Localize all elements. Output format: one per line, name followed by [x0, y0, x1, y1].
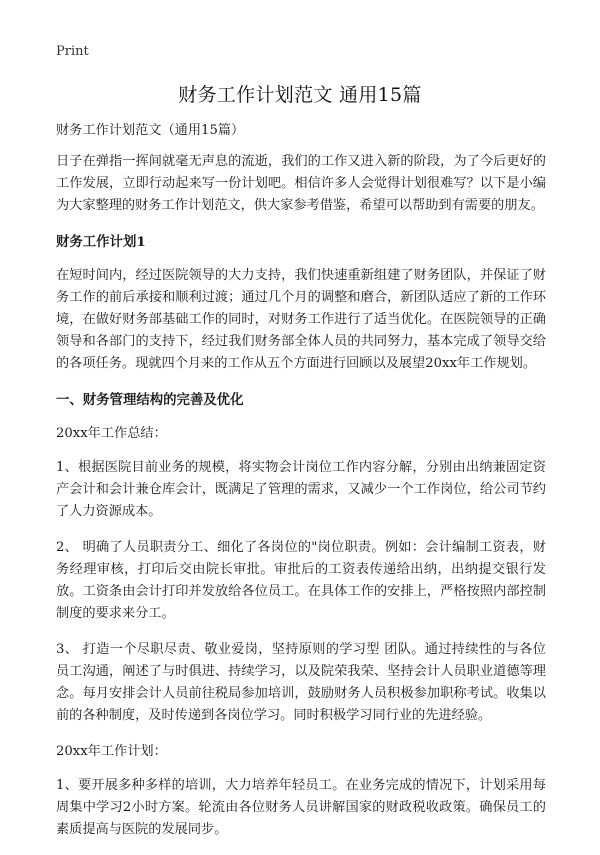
- summary-label: 20xx年工作总结：: [56, 426, 167, 441]
- page-title: 财务工作计划范文 通用15篇: [178, 84, 422, 106]
- document-body: [56, 120, 546, 855]
- summary-item: 2、 明确了人员职责分工、细化了各岗位的"岗位职责。例如：会计编制工资表，财务经理审核，打印后交由院长审批。审批后的工资表传递给出纳，出纳提交银行发放。工资条由会计打印并发放给各位员工。在具体工作的安排上，严格按照内部控制制度的要求来分工。: [56, 540, 546, 621]
- intro-paragraph: 日子在弹指一挥间就毫无声息的流逝，我们的工作又进入新的阶段，为了今后更好的工作发展，立即行动起来写一份计划吧。相信许多人会觉得计划很难写？以下是小编为大家整理的财务工作计划范文，供大家参考借鉴，希望可以帮助到有需要的朋友。: [56, 154, 546, 213]
- plan1-paragraph: 在短时间内，经过医院领导的大力支持，我们快速重新组建了财务团队，并保证了财务工作的前后承接和顺利过渡；通过几个月的调整和磨合，新团队适应了新的工作环境，在做好财务部基础工作的同时，对财务工作进行了适当优化。在医院领导的正确领导和各部门的支持下，经过我们财务部全体人员的共同努力，基本完成了领导交给的各项任务。现就四个月来的工作从五个方面进行回顾以及展望20xx年工作规划。: [56, 268, 546, 371]
- plan1-heading: 财务工作计划1: [56, 234, 146, 250]
- plan-item: 1、要开展多种多样的培训，大力培养年轻员工。在业务完成的情况下，计划采用每周集中学习2小时方案。轮流由各位财务人员讲解国家的财政税收政策。确保员工的素质提高与医院的发展同步。: [56, 778, 546, 837]
- summary-item: 1、根据医院目前业务的规模，将实物会计岗位工作内容分解，分别由出纳兼固定资产会计和会计兼仓库会计，既满足了管理的需求，又减少一个工作岗位，给公司节约了人力资源成本。: [56, 460, 546, 519]
- print-link[interactable]: Print: [56, 44, 89, 59]
- document-subtitle: 财务工作计划范文（通用15篇）: [56, 123, 245, 138]
- summary-item: 3、 打造一个尽职尽责、敬业爱岗，坚持原则的学习型 团队。通过持续性的与各位员工沟通，阐述了与时俱进、持续学习，以及院荣我荣、坚持会计人员职业道德等理念。每月安排会计人员前往税局参加培训，鼓励财务人员积极参加职称考试。收集以前的各种制度，及时传递到各岗位学习。同时积极学习同行业的先进经验。: [56, 642, 546, 723]
- section1-heading: 一、财务管理结构的完善及优化: [56, 392, 244, 408]
- plan-label: 20xx年工作计划：: [56, 744, 167, 759]
